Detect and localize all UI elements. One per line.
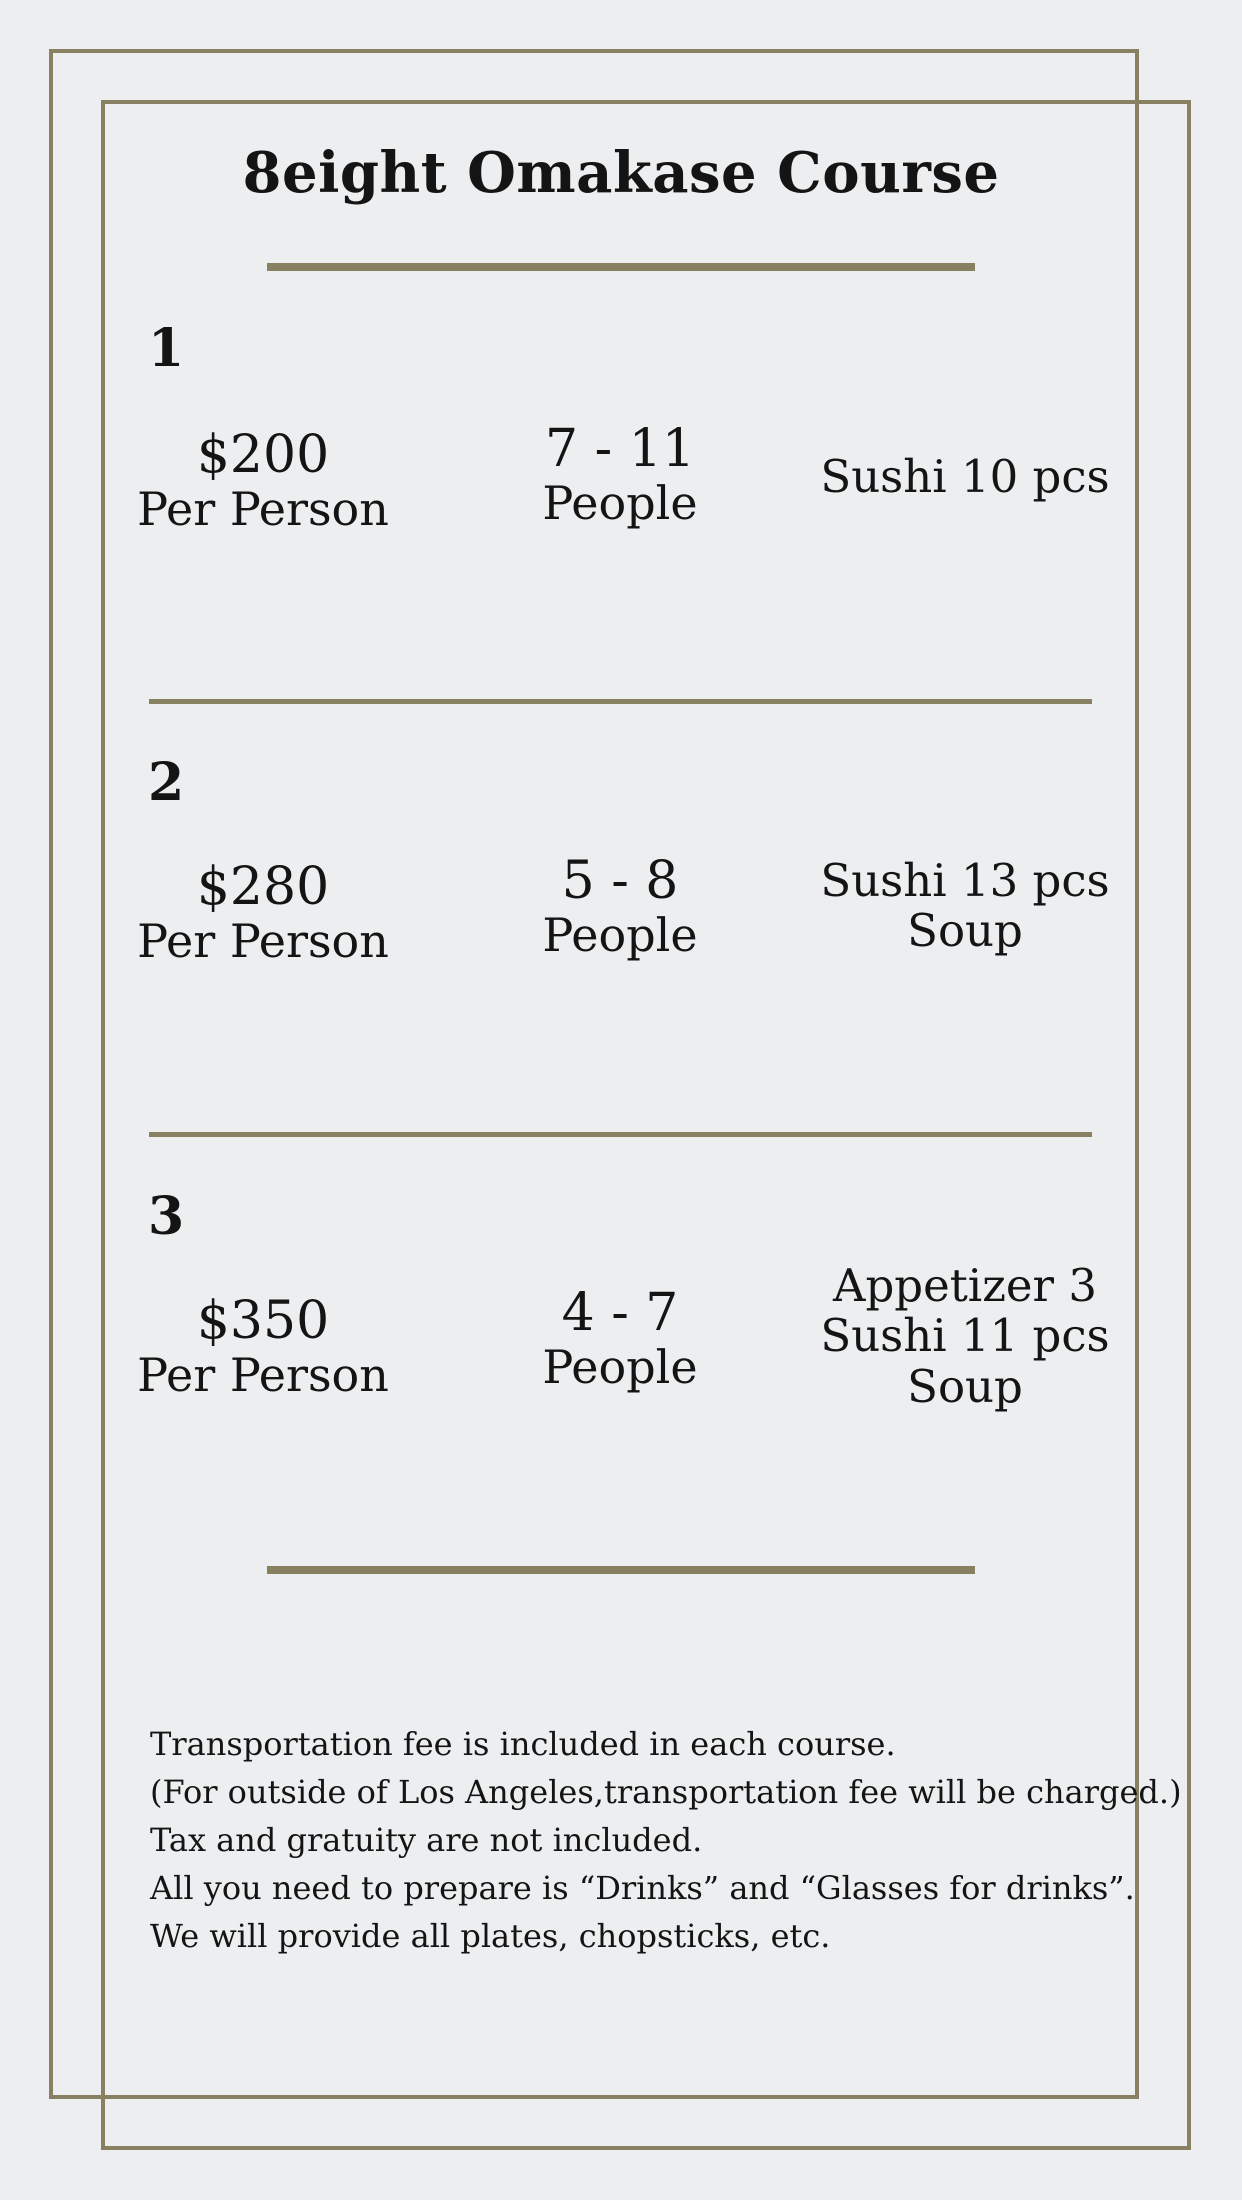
course-1-people-range: 7 - 11	[545, 419, 695, 479]
course-divider-1	[149, 699, 1092, 704]
course-2-price-value: $280	[196, 857, 330, 917]
course-1-people-unit: People	[542, 476, 698, 531]
course-2-people-unit: People	[542, 908, 698, 963]
course-3-menu-item: Sushi 11 pcs	[820, 1309, 1110, 1363]
footer-divider	[267, 1566, 975, 1574]
course-2-menu-item: Soup	[907, 904, 1023, 958]
course-1-price	[118, 426, 408, 536]
course-3-people-range: 4 - 7	[561, 1283, 679, 1343]
course-1-number: 1	[148, 318, 185, 379]
course-1-price-unit: Per Person	[137, 482, 389, 537]
course-2-people-range: 5 - 8	[561, 851, 679, 911]
course-2-price	[118, 858, 408, 968]
course-3-people	[490, 1284, 750, 1394]
course-1-people	[490, 420, 750, 530]
title-divider	[267, 263, 975, 271]
note-line: All you need to prepare is “Drinks” and “Glasses for drinks”.	[150, 1869, 1135, 1907]
course-2-menu-item: Sushi 13 pcs	[820, 854, 1110, 907]
note-line: Transportation fee is included in each course.	[150, 1725, 896, 1763]
course-2-number: 2	[148, 752, 185, 813]
course-2-price-unit: Per Person	[137, 914, 389, 969]
course-3-people-unit: People	[542, 1340, 698, 1395]
page-title: 8eight Omakase Course	[242, 140, 1000, 206]
course-2-people	[490, 852, 750, 962]
course-1-menu	[812, 452, 1118, 502]
course-3-menu	[812, 1261, 1118, 1412]
course-3-menu-item: Soup	[907, 1359, 1023, 1413]
notes-section	[150, 1720, 1182, 1960]
course-3-number: 3	[148, 1186, 185, 1247]
course-1-menu-item: Sushi 10 pcs	[820, 450, 1110, 503]
course-divider-2	[149, 1132, 1092, 1137]
course-1-price-value: $200	[196, 425, 330, 485]
note-line: Tax and gratuity are not included.	[150, 1821, 703, 1859]
course-2-menu	[812, 856, 1118, 957]
course-3-menu-item: Appetizer 3	[832, 1259, 1097, 1312]
note-line: We will provide all plates, chopsticks, etc.	[150, 1917, 831, 1955]
course-3-price-unit: Per Person	[137, 1348, 389, 1403]
course-3-price-value: $350	[196, 1291, 330, 1351]
note-line: (For outside of Los Angeles,transportation fee will be charged.)	[150, 1773, 1182, 1811]
course-3-price	[118, 1292, 408, 1402]
